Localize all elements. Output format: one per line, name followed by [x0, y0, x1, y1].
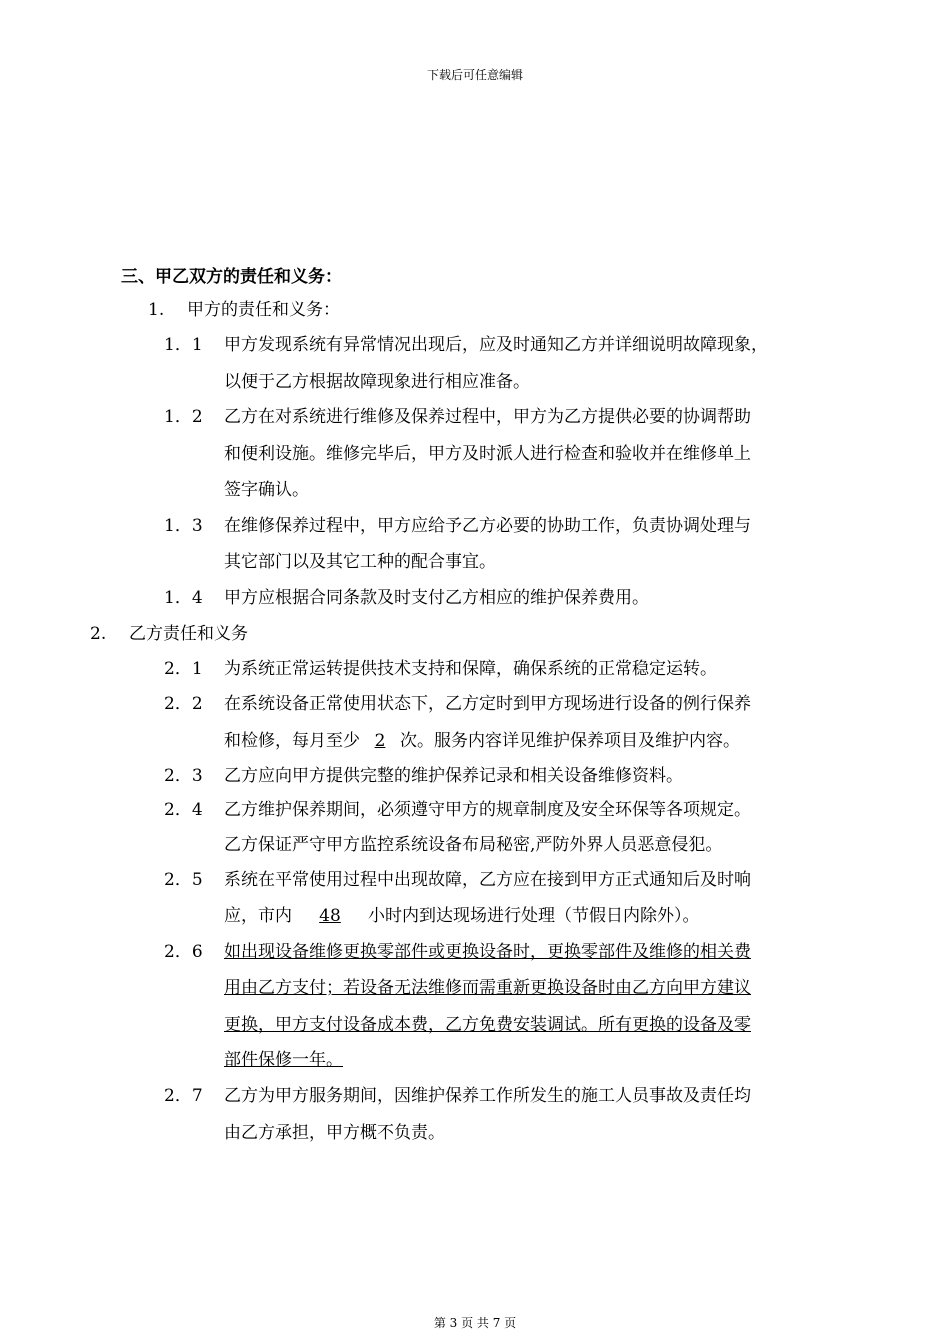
- clause-number: 2．4: [164, 800, 203, 820]
- clause-text-segment: 次。服务内容详见维护保养项目及维护内容。: [400, 731, 740, 751]
- clause-text-segment: 小时内到达现场进行处理（节假日内除外）。: [368, 906, 700, 926]
- clause-text-line: 以便于乙方根据故障现象进行相应准备。: [224, 372, 530, 392]
- clause-text-line-with-blank: [224, 904, 700, 928]
- clause-text-line: 乙方维护保养期间，必须遵守甲方的规章制度及安全环保等各项规定。: [224, 800, 751, 820]
- party-b-title: 乙方责任和义务: [129, 624, 248, 644]
- clause-text-line: 甲方应根据合同条款及时支付乙方相应的维护保养费用。: [224, 588, 649, 608]
- clause-text-segment: 和检修，每月至少: [224, 731, 360, 751]
- clause-text-line-underlined: 用由乙方支付；若设备无法维修而需重新更换设备时由乙方向甲方建议: [224, 978, 751, 998]
- clause-text-line: 在维修保养过程中，甲方应给予乙方必要的协助工作，负责协调处理与: [224, 516, 751, 536]
- clause-number: 2．6: [164, 942, 203, 962]
- clause-number: 1．4: [164, 588, 203, 608]
- clause-number: 2．2: [164, 694, 203, 714]
- clause-text-line: 乙方保证严守甲方监控系统设备布局秘密,严防外界人员恶意侵犯。: [224, 835, 723, 855]
- clause-text-line: 系统在平常使用过程中出现故障，乙方应在接到甲方正式通知后及时响: [224, 870, 751, 890]
- clause-number: 2．3: [164, 766, 203, 786]
- page-footer: 第 3 页 共 7 页: [433, 1316, 517, 1330]
- party-b-number: 2.: [90, 624, 107, 644]
- response-hours-value: 48: [319, 906, 341, 926]
- clause-text-line: 乙方应向甲方提供完整的维护保养记录和相关设备维修资料。: [224, 766, 683, 786]
- party-a-number: 1.: [148, 300, 165, 320]
- clause-text-line: 由乙方承担，甲方概不负责。: [224, 1123, 445, 1143]
- clause-text-line: 签字确认。: [224, 480, 309, 500]
- clause-number: 1．3: [164, 516, 203, 536]
- clause-text-line: 为系统正常运转提供技术支持和保障，确保系统的正常稳定运转。: [224, 659, 717, 679]
- clause-number: 2．5: [164, 870, 203, 890]
- clause-text-segment: 应，市内: [224, 906, 292, 926]
- clause-number: 1．2: [164, 407, 203, 427]
- clause-text-line-underlined: 部件保修一年。: [224, 1050, 343, 1070]
- page-header: 下载后可任意编辑: [426, 68, 523, 82]
- clause-number: 1．1: [164, 335, 203, 355]
- party-a-title: 甲方的责任和义务：: [187, 300, 340, 320]
- clause-text-line: 和便利设施。维修完毕后，甲方及时派人进行检查和验收并在维修单上: [224, 444, 751, 464]
- clause-text-line: 乙方为甲方服务期间，因维护保养工作所发生的施工人员事故及责任均: [224, 1086, 751, 1106]
- clause-text-line-with-blank: [224, 729, 740, 753]
- section-heading: 三、甲乙双方的责任和义务：: [121, 267, 342, 287]
- clause-text-line-underlined: 如出现设备维修更换零部件或更换设备时，更换零部件及维修的相关费: [224, 942, 751, 962]
- clause-number: 2．7: [164, 1086, 203, 1106]
- clause-text-line: 乙方在对系统进行维修及保养过程中，甲方为乙方提供必要的协调帮助: [224, 407, 751, 427]
- clause-text-line: 在系统设备正常使用状态下，乙方定时到甲方现场进行设备的例行保养: [224, 694, 751, 714]
- visits-per-month-value: 2: [374, 731, 386, 751]
- clause-number: 2．1: [164, 659, 203, 679]
- clause-text-line: 其它部门以及其它工种的配合事宜。: [224, 552, 496, 572]
- clause-text-line: 甲方发现系统有异常情况出现后，应及时通知乙方并详细说明故障现象，: [224, 335, 768, 355]
- clause-text-line-underlined: 更换，甲方支付设备成本费，乙方免费安装调试。所有更换的设备及零: [224, 1015, 751, 1035]
